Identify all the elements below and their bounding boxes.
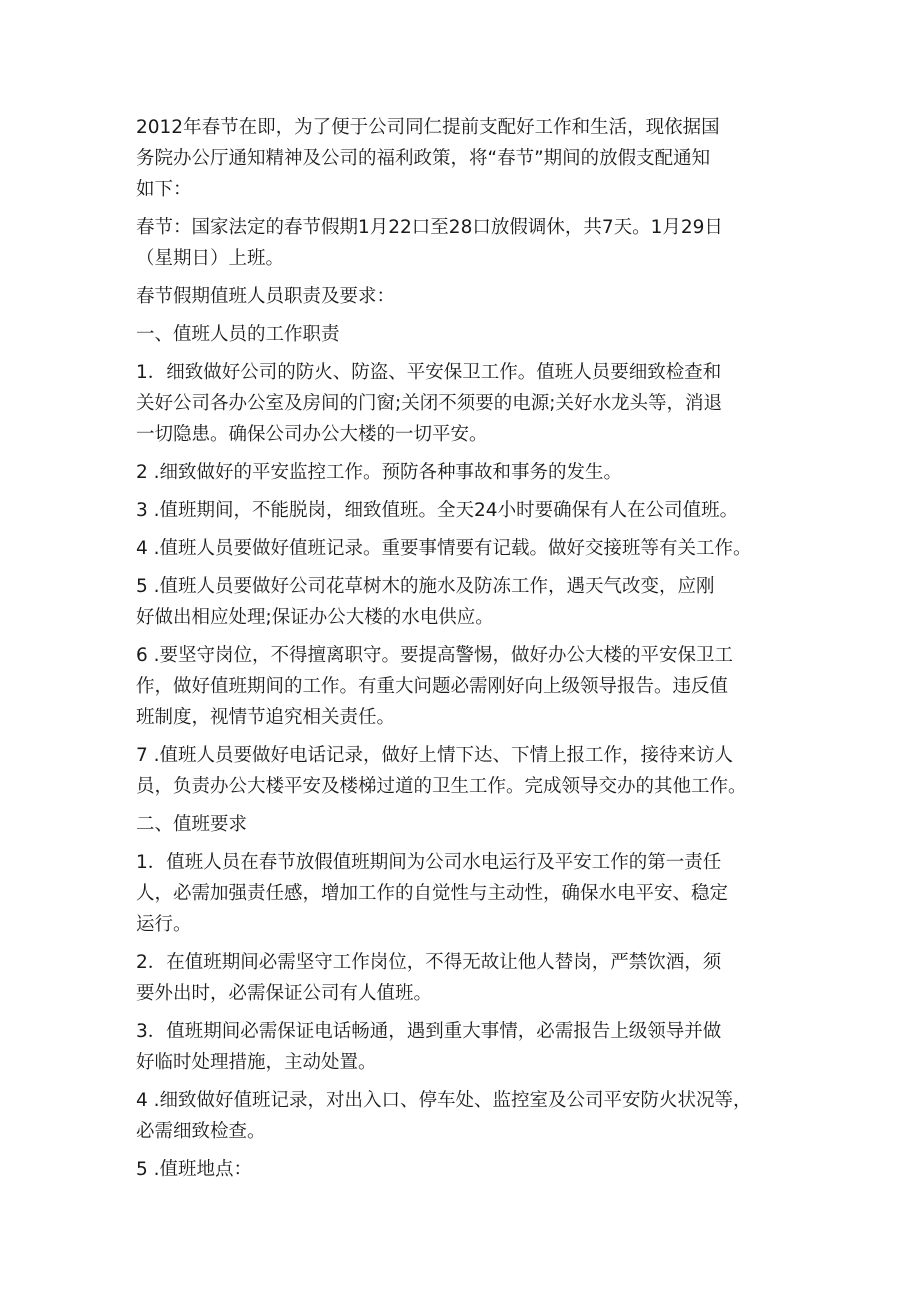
paragraph xyxy=(136,212,796,274)
text-line: 4 .值班人员要做好值班记录。重要事情要有记载。做好交接班等有关工作。 xyxy=(136,538,752,559)
paragraph xyxy=(136,740,796,802)
text-line: 作，做好值班期间的工作。有重大问题必需刚好向上级领导报告。违反值 xyxy=(136,676,729,697)
text-line: 2 .细致做好的平安监控工作。预防各种事故和事务的发生。 xyxy=(136,462,623,483)
text-line: 关好公司各办公室及房间的门窗;关闭不须要的电源;关好水龙头等，消退 xyxy=(136,393,722,414)
paragraph xyxy=(136,533,796,564)
text-line: 好做出相应处理;保证办公大楼的水电供应。 xyxy=(136,607,494,628)
text-line: 3．值班期间必需保证电话畅通，遇到重大事情，必需报告上级领导并做 xyxy=(136,1021,722,1042)
paragraph xyxy=(136,847,796,940)
paragraph xyxy=(136,571,796,633)
text-line: 员，负责办公大楼平安及楼梯过道的卫生工作。完成领导交办的其他工作。 xyxy=(136,776,747,797)
paragraph xyxy=(136,319,796,350)
text-line: 要外出时，必需保证公司有人值班。 xyxy=(136,983,433,1004)
text-line: 7 .值班人员要做好电话记录，做好上情下达、下情上报工作，接待来访人 xyxy=(136,745,734,766)
text-line: 班制度，视情节追究相关责任。 xyxy=(136,707,396,728)
paragraph xyxy=(136,809,796,840)
text-line: 5 .值班地点： xyxy=(136,1159,253,1180)
paragraph xyxy=(136,112,796,205)
text-line: 2012年春节在即，为了便于公司同仁提前支配好工作和生活，现依据国 xyxy=(136,117,720,138)
text-line: 春节：国家法定的春节假期1月22口至28口放假调休，共7天。1月29日 xyxy=(136,217,723,238)
text-line: 如下： xyxy=(136,179,192,200)
paragraph xyxy=(136,1154,796,1185)
paragraph xyxy=(136,1085,796,1147)
paragraph xyxy=(136,1016,796,1078)
paragraph xyxy=(136,357,796,450)
text-line: 5 .值班人员要做好公司花草树木的施水及防冻工作，遇天气改变，应刚 xyxy=(136,576,715,597)
text-line: 一、值班人员的工作职责 xyxy=(136,324,340,345)
text-line: 4 .细致做好值班记录，对出入口、停车处、监控室及公司平安防火状况等， xyxy=(136,1090,752,1111)
text-line: 人，必需加强责任感，增加工作的自觉性与主动性，确保水电平安、稳定 xyxy=(136,883,729,904)
text-line: 3 .值班期间，不能脱岗，细致值班。全天24小时要确保有人在公司值班。 xyxy=(136,500,739,521)
paragraph xyxy=(136,457,796,488)
text-line: 运行。 xyxy=(136,914,192,935)
paragraph xyxy=(136,640,796,733)
text-line: 必需细致检查。 xyxy=(136,1121,266,1142)
text-line: 1．值班人员在春节放假值班期间为公司水电运行及平安工作的第一责任 xyxy=(136,852,722,873)
document-body xyxy=(136,112,796,1192)
text-line: （星期日）上班。 xyxy=(136,248,285,269)
text-line: 春节假期值班人员职责及要求： xyxy=(136,286,396,307)
text-line: 一切隐患。确保公司办公大楼的一切平安。 xyxy=(136,424,488,445)
paragraph xyxy=(136,947,796,1009)
text-line: 务院办公厅通知精神及公司的福利政策，将“春节”期间的放假支配通知 xyxy=(136,148,711,169)
text-line: 1．细致做好公司的防火、防盗、平安保卫工作。值班人员要细致检查和 xyxy=(136,362,722,383)
text-line: 好临时处理措施，主动处置。 xyxy=(136,1052,377,1073)
paragraph xyxy=(136,281,796,312)
text-line: 2．在值班期间必需坚守工作岗位，不得无故让他人替岗，严禁饮酒，须 xyxy=(136,952,722,973)
text-line: 6 .要坚守岗位，不得擅离职守。要提高警惕，做好办公大楼的平安保卫工 xyxy=(136,645,734,666)
text-line: 二、值班要求 xyxy=(136,814,248,835)
paragraph xyxy=(136,495,796,526)
